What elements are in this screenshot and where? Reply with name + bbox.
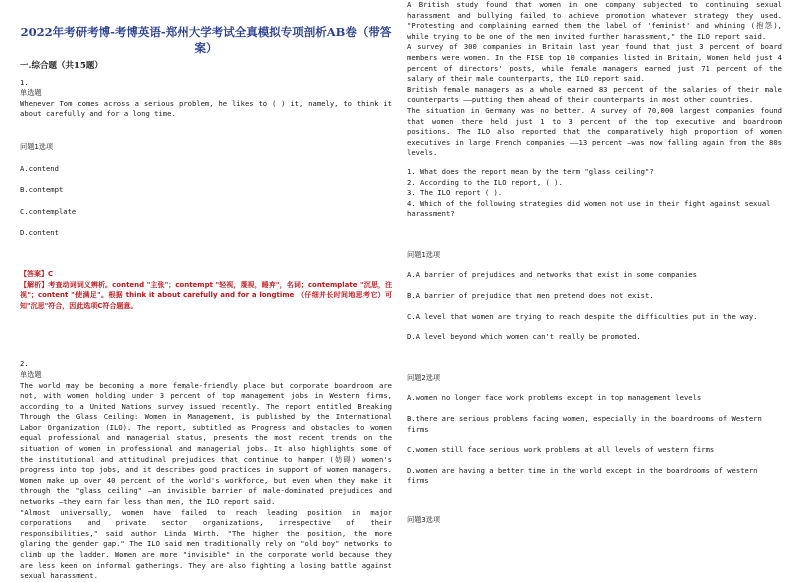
sub-1-option-a[interactable]: A.A barrier of prejudices and networks that exist in some companies — [407, 270, 697, 280]
sub-2-options-label: 问题2选项 — [407, 372, 441, 382]
question-2-paragraph-4: A survey of 300 companies in Britain last year found that just 3 percent of board members were women. In the FISE top 10 companies listed in Britain, Women held just 4 percent of directors' posts, while female managers earned just 71 percent of the salary of their male counterparts, the ILO report said. — [407, 42, 782, 84]
sub-3-options-label: 问题3选项 — [407, 515, 441, 524]
question-1-option-a[interactable]: A.contend — [20, 163, 59, 173]
sub-1-option-d[interactable]: D.A level beyond which women can't really be promoted. — [407, 332, 641, 342]
question-2-paragraph-1: The world may be becoming a more female-friendly place but corporate boardroom are not, with women holding under 3 percent of top management jobs in Western firms, according to a United Nations survey issued recently. The report entitled Breaking Through the Glass Ceiling: Women in Management, is published by the International Labor Organization (ILO). The report, subtitled as Progress and obstacles to women equal professional and managerial status, presents the most recent trends on the situation of women in professional and managerial jobs. It also highlights some of the institutional and attitudinal prejudices that continue to hamper (妨碍) women's progress into top jobs, and it describes good practices in support of women managers. Women make up over 40 percent of the world's workforce, but even when they make it through the "glass ceiling" —an invisible barrier of male-dominated prejudices and networks —they earn far less than men, the ILO report said. — [20, 380, 392, 507]
question-2-paragraph-6: The situation in Germany was no better. A survey of 70,000 largest companies found that women there held just 1 to 3 percent of the top executive and boardroom positions. The ILO also reported that the comparatively high proportion of women executives in large French companies ——13 percent —was now falling again from the 80s levels. — [407, 105, 782, 158]
question-2-number: 2. — [20, 359, 29, 369]
sub-1-options-label: 问题1选项 — [407, 249, 441, 259]
question-1-analysis: 【解析】考查动词词义辨析。contend "主张"；contempt "轻视，蔑视，睡弃"，名词；contemplate "沉思，注视"；content "使满足"。根据 think it about carefully and for a longtime （仔细并长时间地思考它）可知"沉思"符合，因此选项C符合题意。 — [20, 280, 392, 310]
question-2-paragraph-3: A British study found that women in one company subjected to continuing sexual harassment and bullying failed to achieve promotion whatever strategy they used. "Protesting and complaining earned them the label of 'feminist' and whining (抱怨), while trying to be one of the men invited further harassment," the ILO report said. — [407, 0, 782, 41]
question-1-answer: 【答案】C — [20, 269, 54, 278]
question-2-sub-1: 1. What does the report mean by the term "glass ceiling"? — [407, 166, 654, 176]
question-2-type: 单选题 — [20, 369, 42, 379]
question-1-number: 1. — [20, 77, 29, 87]
section-heading: 一.综合题（共15题） — [20, 61, 103, 71]
question-2-paragraph-2: "Almost universally, women have failed to reach leading position in major corporations and private sector organizations, irrespective of their responsibilities," said author Linda Wirth. "The higher the position, the more glaring the gender gap." The ILO said men traditionally rely on "old boy" networks to climb up the ladder. Women are more "invisible" in the corporate world because they are less keen on informal gatherings. They are also fighting a losing battle against sexual harassment. — [20, 507, 392, 581]
question-2-paragraph-5: British female managers as a whole earned 83 percent of the salaries of their male counterparts ——putting them ahead of their counterparts in most other countries. — [407, 84, 782, 105]
question-1-option-b[interactable]: B.contempt — [20, 185, 64, 195]
sub-2-option-a[interactable]: A.women no longer face work problems except in top management levels — [407, 393, 702, 403]
page-title: 2022年考研考博-考博英语-郑州大学考试全真模拟专项剖析AB卷（带答案） — [20, 25, 392, 55]
sub-1-option-c[interactable]: C.A level that women are trying to reach despite the difficulties put in the way. — [407, 311, 758, 321]
sub-2-option-c[interactable]: C.women still face serious work problems at all levels of western firms — [407, 445, 715, 455]
right-column — [407, 0, 782, 526]
question-2-sub-2: 2. According to the ILO report, ( ). — [407, 177, 563, 187]
question-2-sub-4: 4. Which of the following strategies did women not use in their fight against sexual harassment? — [407, 198, 771, 219]
question-1-options-label: 问题1选项 — [20, 141, 54, 151]
left-column — [20, 0, 392, 582]
question-1-stem: Whenever Tom comes across a serious problem, he likes to ( ) it, namely, to think it about carefully and for a long time. — [20, 98, 392, 119]
question-2-sub-3: 3. The ILO report ( ). — [407, 188, 503, 198]
sub-2-option-b[interactable]: B.there are serious problems facing women, especially in the boardrooms of Western firms — [407, 414, 762, 434]
question-1-option-c[interactable]: C.contemplate — [20, 206, 77, 216]
question-1-type: 单选题 — [20, 88, 42, 98]
sub-2-option-d[interactable]: D.women are having a better time in the world except in the boardrooms of western firms — [407, 465, 758, 486]
question-1-option-d[interactable]: D.content — [20, 228, 59, 238]
sub-1-option-b[interactable]: B.A barrier of prejudice that men pretend does not exist. — [407, 291, 654, 301]
